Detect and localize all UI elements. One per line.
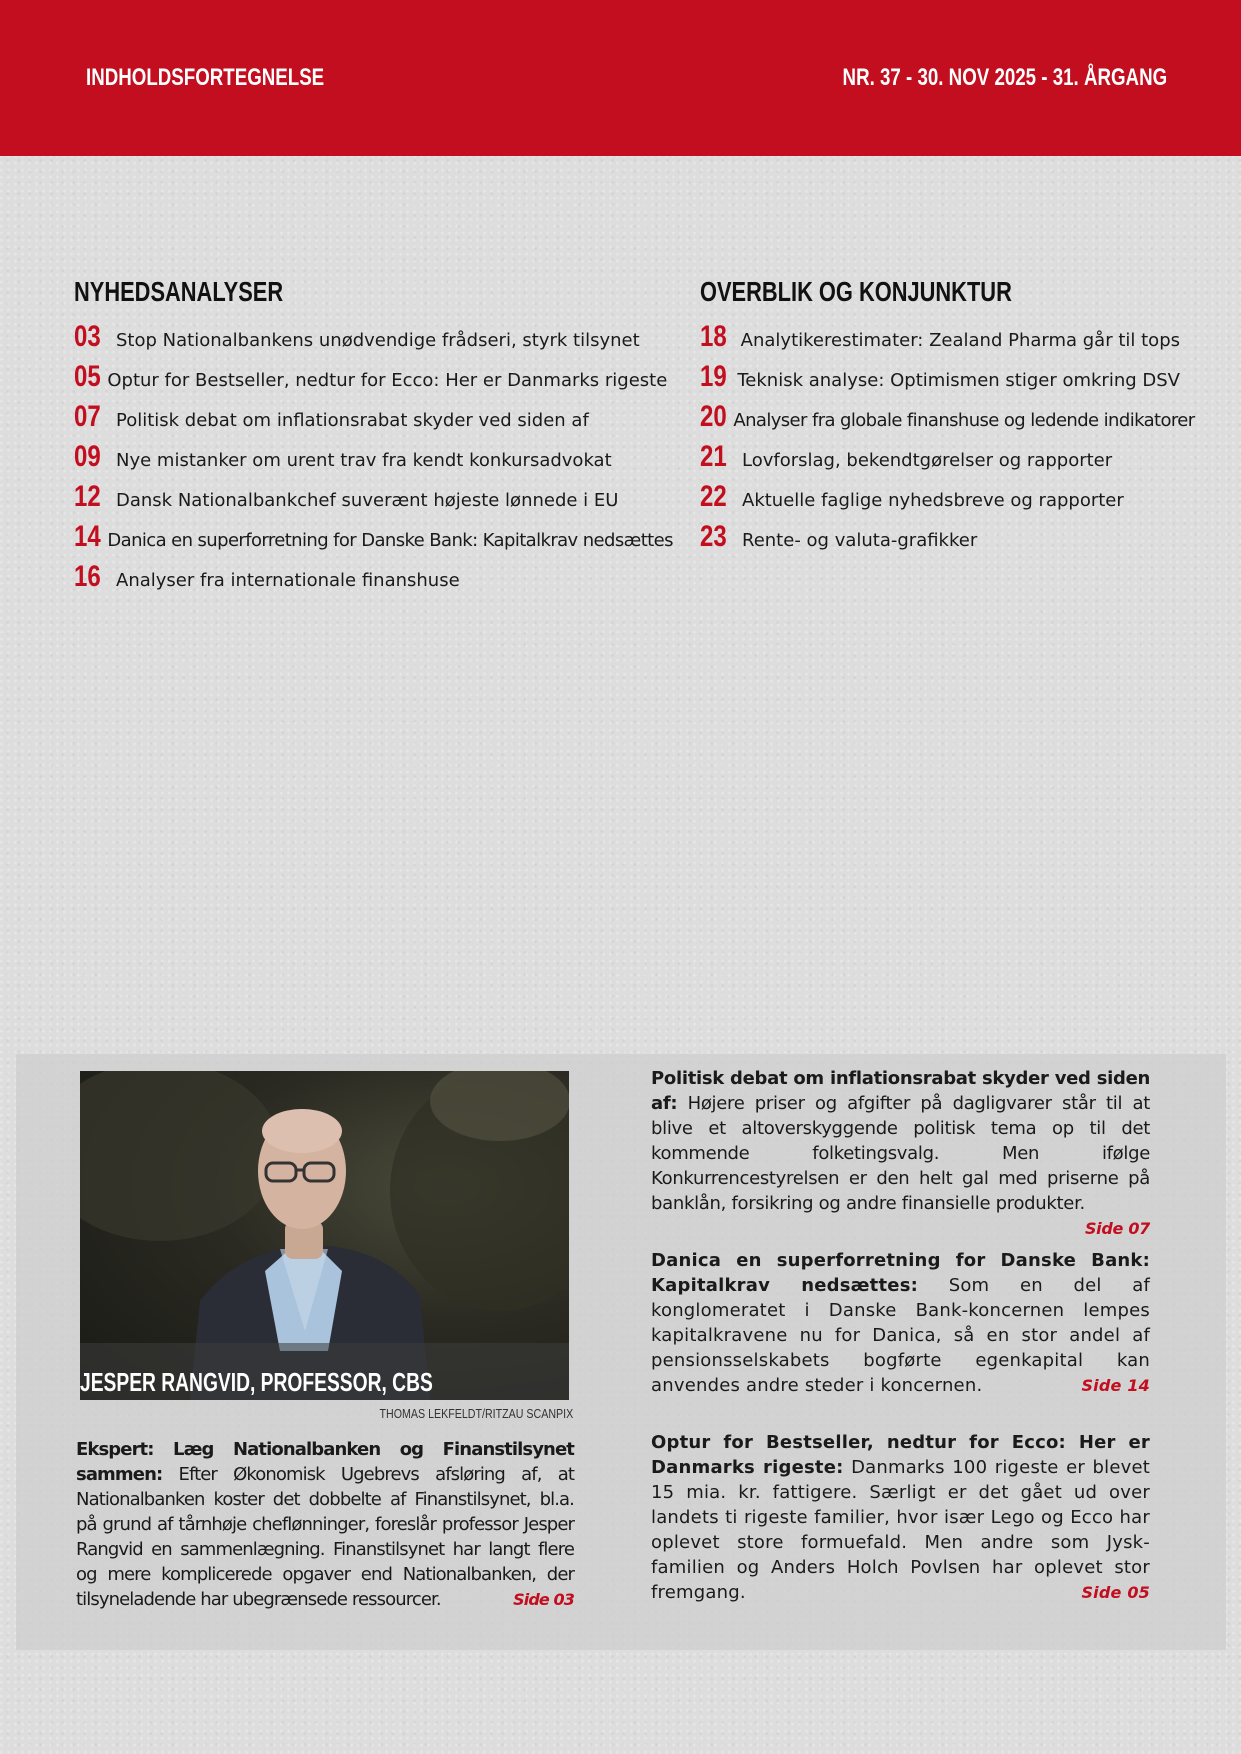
photo-caption: JESPER RANGVID, PROFESSOR, CBS (80, 1367, 433, 1397)
toc-page-number: 20 (700, 400, 727, 433)
teaser-body: Danmarks 100 rigeste er blevet 15 mia. kr. fattigere. Særligt er det gået ud over landets ti rigeste familier, hvor især Lego og Ecco har oplevet store formuefald. Men andre som Jysk-familien og Anders Holch Povlsen har oplevet stor fremgang. (651, 1457, 1151, 1603)
toc-title: Aktuelle faglige nyhedsbreve og rapporter (742, 490, 1124, 511)
teaser-right-1[interactable] (651, 1066, 1150, 1241)
teaser-right-3[interactable] (651, 1430, 1150, 1605)
teaser-page-ref[interactable]: Side 07 (1084, 1219, 1150, 1238)
toc-page-number: 18 (700, 320, 727, 353)
teaser-right-2[interactable] (651, 1248, 1150, 1398)
toc-title: Stop Nationalbankens unødvendige frådseri, styrk tilsynet (116, 330, 640, 351)
toc-item[interactable] (74, 560, 654, 600)
toc-page-number: 14 (74, 520, 101, 553)
toc-page-number: 23 (700, 520, 727, 553)
toc-title: Rente- og valuta-grafikker (742, 530, 978, 551)
teaser-headline: Danica en superforretning for Danske Bank: Kapitalkrav nedsættes: (651, 1250, 1150, 1296)
toc-title: Politisk debat om inflationsrabat skyder ved siden af (116, 410, 589, 431)
toc-item[interactable] (74, 400, 654, 440)
header-bar (0, 0, 1241, 156)
toc-item[interactable] (700, 400, 1195, 440)
toc-title: Optur for Bestseller, nedtur for Ecco: Her er Danmarks rigeste (107, 370, 668, 391)
toc-page-number: 16 (74, 560, 101, 593)
toc-title: Danica en superforretning for Danske Bank: Kapitalkrav nedsættes (107, 530, 673, 551)
teaser-page-ref[interactable]: Side 05 (1081, 1583, 1150, 1602)
toc-item[interactable] (74, 520, 673, 560)
toc-heading: NYHEDSANALYSER (74, 276, 284, 307)
toc-item[interactable] (700, 440, 1180, 480)
toc-item[interactable] (700, 360, 1180, 400)
toc-heading: OVERBLIK OG KONJUNKTUR (700, 276, 1012, 307)
toc-column-news (74, 276, 673, 600)
toc-column-overview (700, 276, 1195, 560)
teaser-page-ref[interactable]: Side 03 (513, 1590, 574, 1609)
toc-item[interactable] (700, 320, 1180, 360)
teaser-left[interactable] (76, 1437, 574, 1612)
toc-page-number: 05 (74, 360, 101, 393)
teaser-page-ref[interactable]: Side 14 (1081, 1376, 1150, 1395)
toc-title: Lovforslag, bekendtgørelser og rapporter (742, 450, 1113, 471)
toc-title: Analyser fra globale finanshuse og ledende indikatorer (733, 410, 1195, 431)
teaser-headline: Ekspert: Læg Nationalbanken og Finanstilsynet sammen: (76, 1439, 574, 1485)
toc-page-number: 09 (74, 440, 101, 473)
toc-title: Nye mistanker om urent trav fra kendt konkursadvokat (116, 450, 612, 471)
toc-page-number: 19 (700, 360, 727, 393)
teaser-body: Som en del af konglomeratet i Danske Bank-koncernen lempes kapitalkravene nu for Danica, så en stor andel af pensionsselskabets bogførte egenkapital kan anvendes andre steder i koncernen. (651, 1275, 1151, 1396)
section-title: INDHOLDSFORTEGNELSE (86, 64, 325, 91)
toc-page-number: 22 (700, 480, 727, 513)
toc-title: Teknisk analyse: Optimismen stiger omkring DSV (737, 370, 1180, 391)
toc-page-number: 07 (74, 400, 101, 433)
photo-credit: THOMAS LEKFELDT/RITZAU SCANPIX (379, 1406, 573, 1421)
toc-page-number: 21 (700, 440, 727, 473)
toc-item[interactable] (74, 360, 668, 400)
toc-item[interactable] (74, 320, 654, 360)
teaser-body: Højere priser og afgifter på dagligvarer står til at blive et altoverskyggende politisk tema op til det kommende folketingsvalg. Men ifølge Konkurrencestyrelsen er den helt gal med priserne på banklån, forsikring og andre finansielle produkter. (651, 1093, 1150, 1214)
toc-page-number: 03 (74, 320, 101, 353)
toc-item[interactable] (74, 480, 654, 520)
toc-title: Dansk Nationalbankchef suverænt højeste lønnede i EU (116, 490, 619, 511)
toc-item[interactable] (74, 440, 654, 480)
toc-item[interactable] (700, 520, 1180, 560)
issue-info: NR. 37 - 30. NOV 2025 - 31. ÅRGANG (842, 64, 1167, 91)
teaser-body: Efter Økonomisk Ugebrevs afsløring af, at Nationalbanken koster det dobbelte af Finanstilsynet, bl.a. på grund af tårnhøje cheflønninger, foreslår professor Jesper Rangvid en sammenlægning. Finanstilsynet har langt flere og mere komplicerede opgaver end Nationalbanken, der tilsyneladende har ubegrænsede ressourcer. (76, 1464, 574, 1610)
toc-item[interactable] (700, 480, 1180, 520)
toc-title: Analytikerestimater: Zealand Pharma går til tops (740, 330, 1180, 351)
photo-caption-bar (80, 1343, 569, 1400)
teaser-headline: Optur for Bestseller, nedtur for Ecco: Her er Danmarks rigeste: (651, 1432, 1150, 1478)
toc-title: Analyser fra internationale finanshuse (116, 570, 460, 591)
teaser-headline: Politisk debat om inflationsrabat skyder ved siden af: (651, 1068, 1150, 1114)
toc-page-number: 12 (74, 480, 101, 513)
